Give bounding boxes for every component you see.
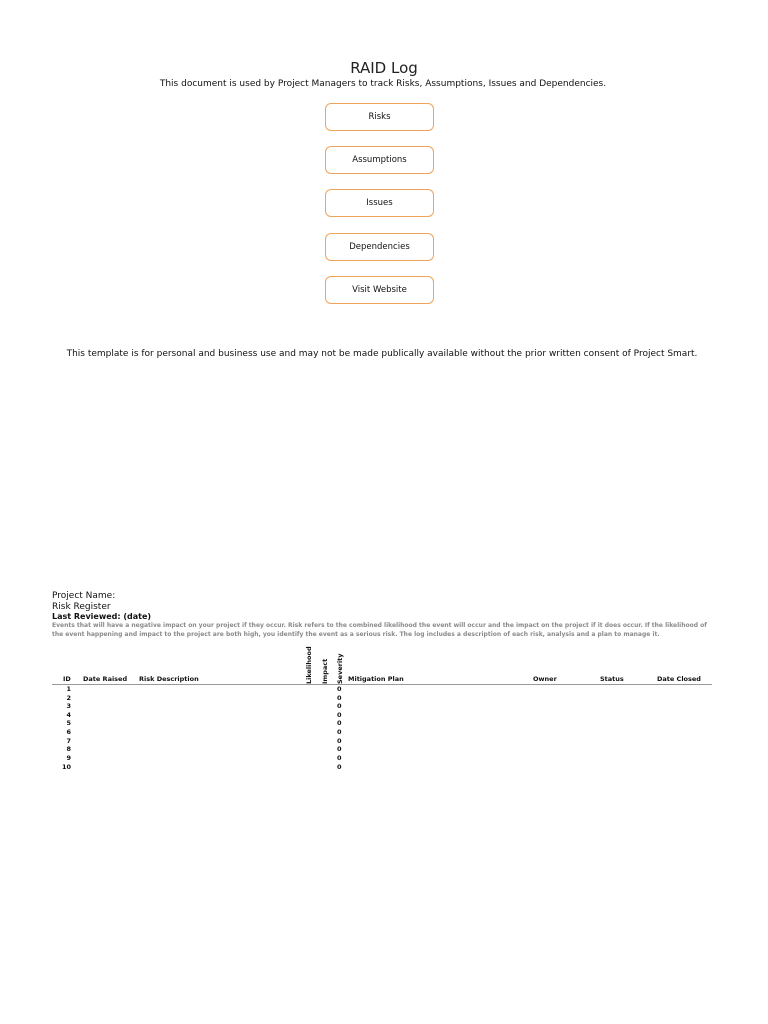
table-row <box>52 728 712 737</box>
visit-website-button[interactable]: Visit Website <box>325 276 434 304</box>
row-id: 2 <box>66 694 71 702</box>
dependencies-button[interactable]: Dependencies <box>325 233 434 261</box>
row-severity: 0 <box>337 719 342 727</box>
column-header-severity: Severity <box>336 653 344 684</box>
row-severity: 0 <box>337 702 342 710</box>
project-name-label: Project Name: <box>52 591 116 601</box>
row-id: 7 <box>66 737 71 745</box>
disclaimer-text: This template is for personal and business use and may not be made publically available without the prior written consent of Project Smart. <box>66 349 698 359</box>
row-severity: 0 <box>337 754 342 762</box>
row-severity: 0 <box>337 711 342 719</box>
row-severity: 0 <box>337 745 342 753</box>
page-subtitle: This document is used by Project Managers to track Risks, Assumptions, Issues and Dependencies. <box>159 79 607 89</box>
table-row <box>52 702 712 711</box>
row-id: 4 <box>66 711 71 719</box>
risks-button[interactable]: Risks <box>325 103 434 131</box>
column-header-date-raised: Date Raised <box>83 675 128 683</box>
column-header-date-closed: Date Closed <box>657 675 701 683</box>
row-severity: 0 <box>337 728 342 736</box>
table-row <box>52 763 712 772</box>
last-reviewed-label: Last Reviewed: (date) <box>52 612 152 621</box>
row-id: 9 <box>66 754 71 762</box>
row-id: 5 <box>66 719 71 727</box>
table-row <box>52 685 712 694</box>
page-title: RAID Log <box>350 59 418 77</box>
row-id: 8 <box>66 745 71 753</box>
table-row <box>52 754 712 763</box>
column-header-mitigation-plan: Mitigation Plan <box>348 675 404 683</box>
row-severity: 0 <box>337 763 342 771</box>
row-severity: 0 <box>337 685 342 693</box>
register-title: Risk Register <box>52 602 111 612</box>
column-header-risk-description: Risk Description <box>139 675 199 683</box>
row-id: 3 <box>66 702 71 710</box>
column-header-owner: Owner <box>533 675 557 683</box>
row-id: 1 <box>66 685 71 693</box>
table-row <box>52 745 712 754</box>
row-id: 10 <box>61 763 71 771</box>
issues-button[interactable]: Issues <box>325 189 434 217</box>
table-row <box>52 719 712 728</box>
row-severity: 0 <box>337 737 342 745</box>
column-header-likelihood: Likelihood <box>305 646 313 684</box>
column-header-status: Status <box>600 675 624 683</box>
column-header-id: ID <box>63 675 71 683</box>
row-id: 6 <box>66 728 71 736</box>
row-severity: 0 <box>337 694 342 702</box>
column-header-impact: Impact <box>321 658 329 684</box>
register-description: Events that will have a negative impact on your project if they occur. Risk refers to the combined likelihood the event will occur and the impact on the project if it does occur. If the likelihood of the event happening and impact to the project are both high, you identify the event as a serious risk. The log includes a description of each risk, analysis and a plan to manage it. <box>52 622 707 638</box>
assumptions-button[interactable]: Assumptions <box>325 146 434 174</box>
